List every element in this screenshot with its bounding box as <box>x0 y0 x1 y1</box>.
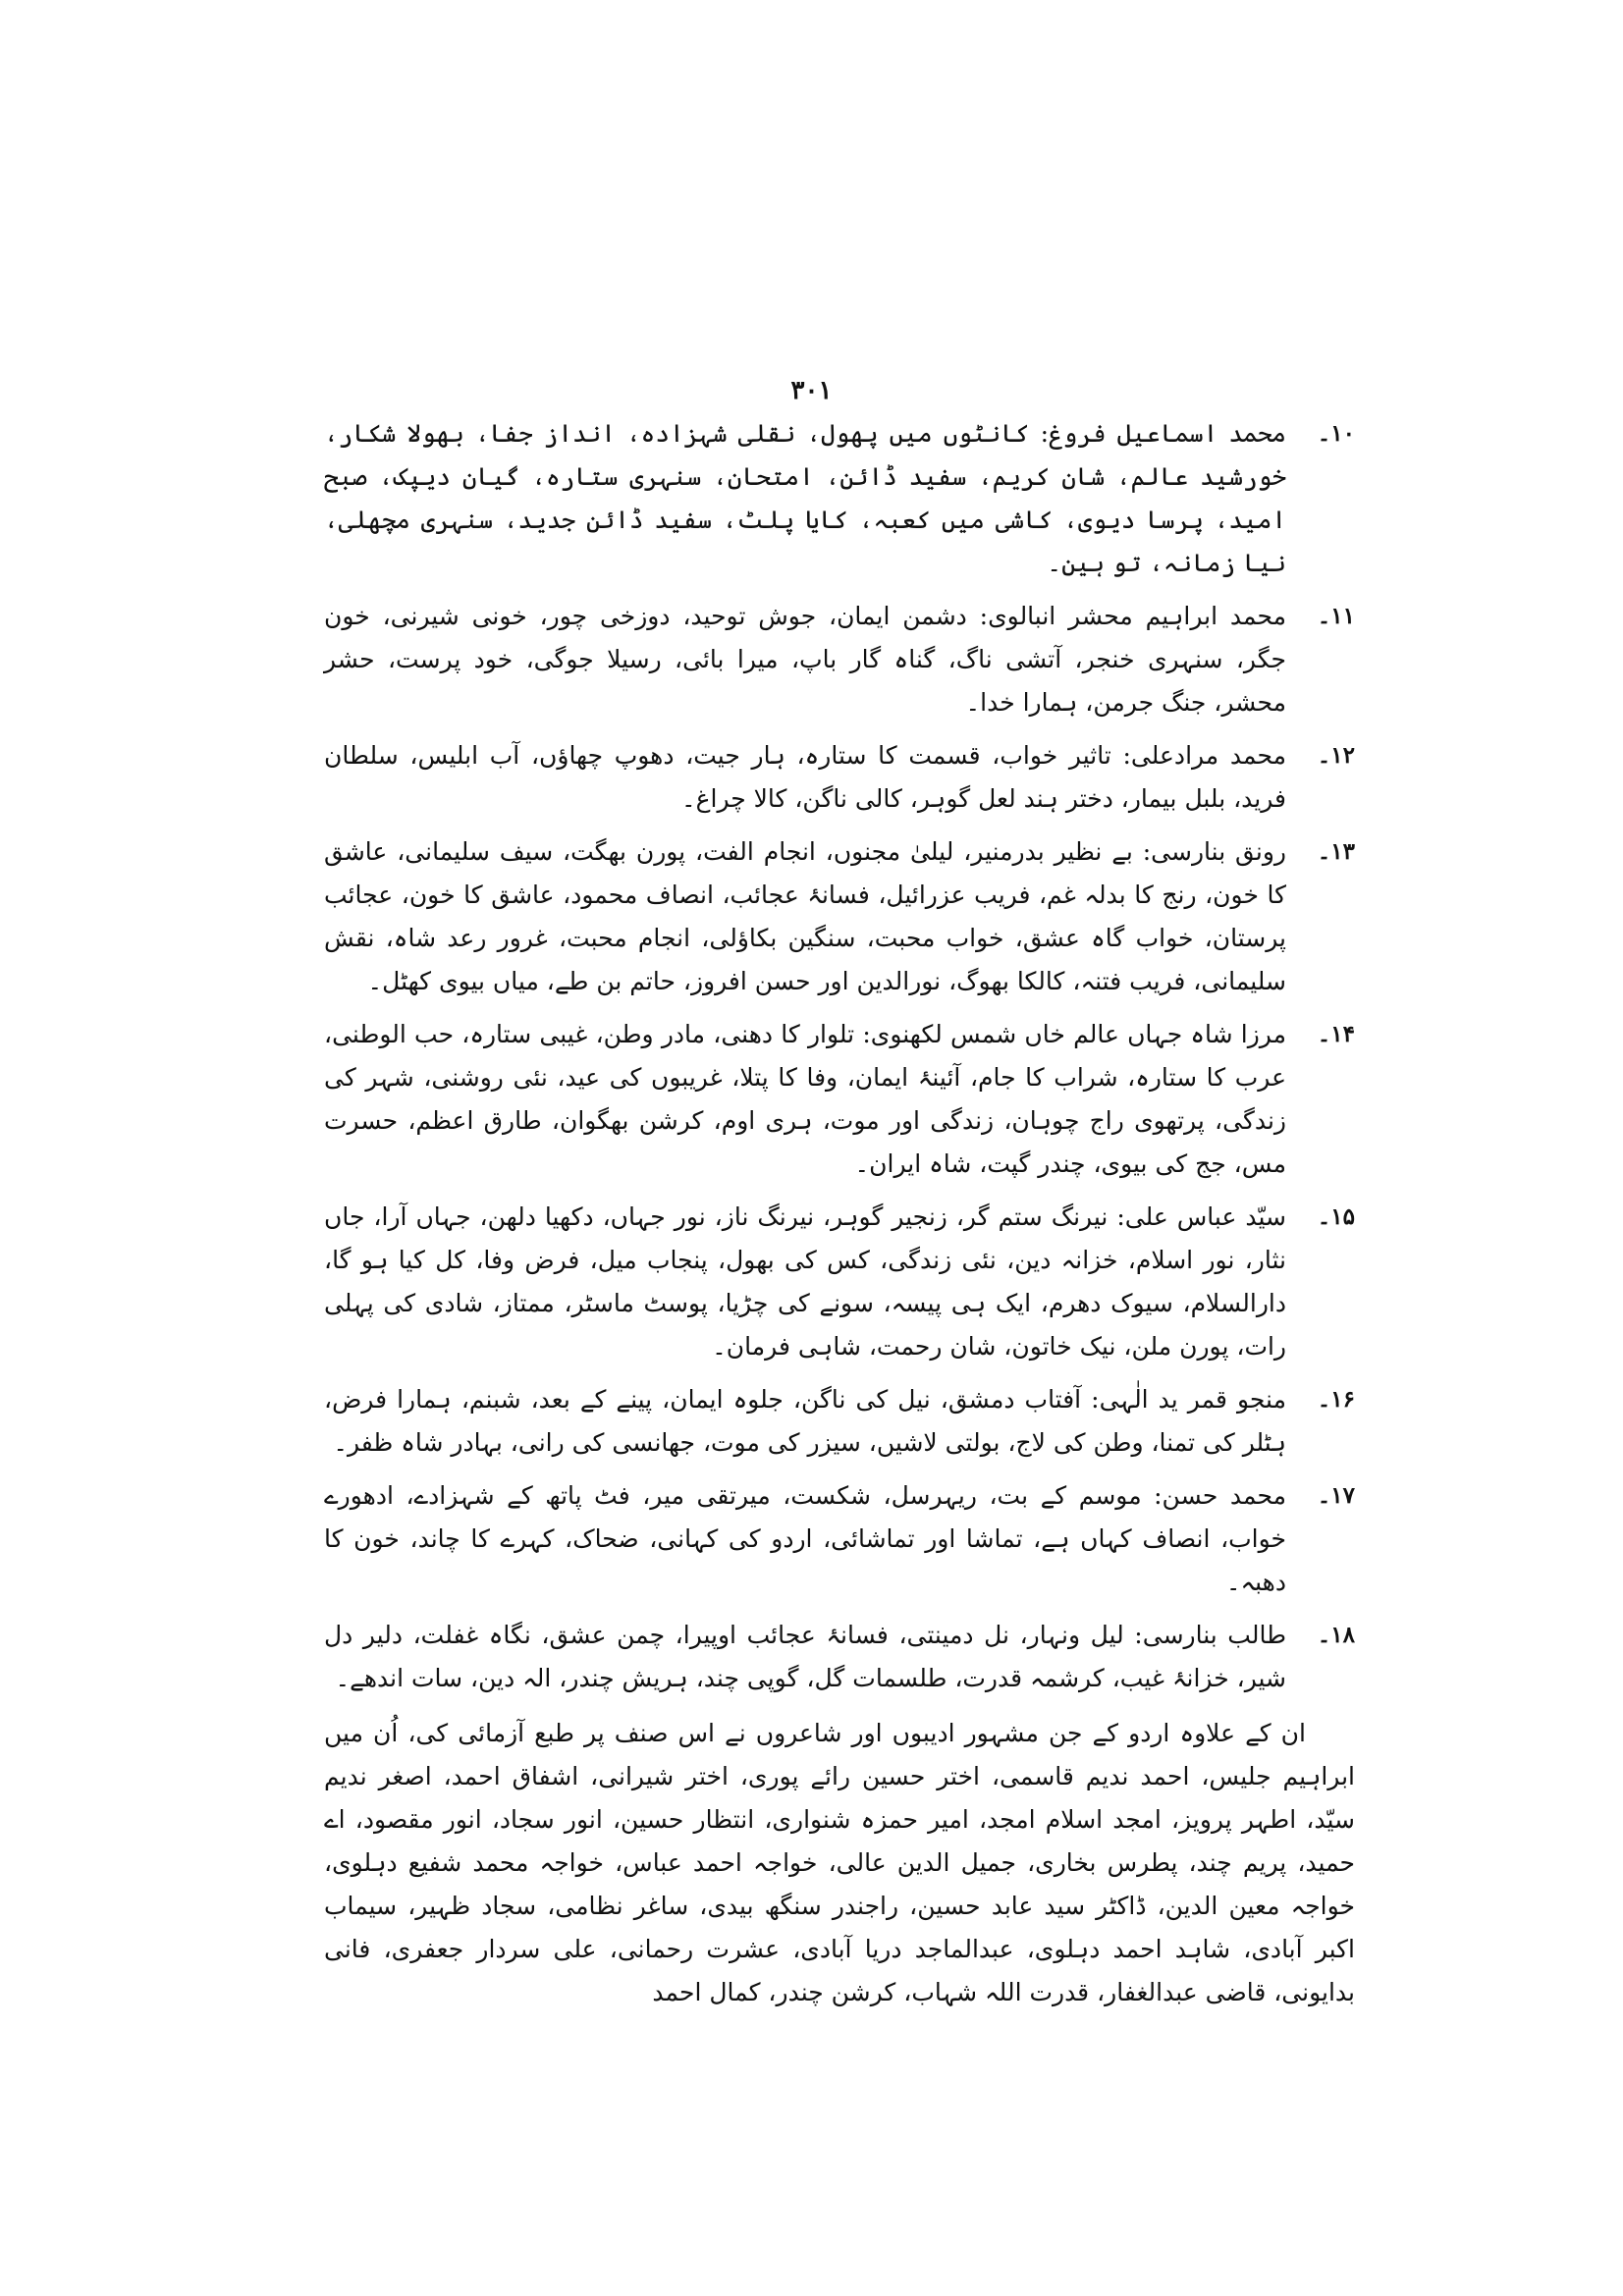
list-item <box>324 1614 1355 1700</box>
list-item-number: ۱۷۔ <box>1317 1482 1355 1509</box>
list-item-number: ۱۶۔ <box>1317 1386 1355 1413</box>
list-item <box>324 595 1355 724</box>
list-item <box>324 734 1355 821</box>
closing-paragraph: ان کے علاوہ اردو کے جن مشہور ادیبوں اور شاعروں نے اس صنف پر طبع آزمائی کی، اُن میں ابراہیم جلیس، احمد ندیم قاسمی، اختر حسین رائے پوری، اختر شیرانی، اشفاق احمد، اصغر ندیم سیّد، اطہر پرویز، امجد اسلام امجد، امیر حمزہ شنواری، انتظار حسین، انور سجاد، انور مقصود، اے حمید، پریم چند، پطرس بخاری، جمیل الدین عالی، خواجہ احمد عباس، خواجہ محمد شفیع دہلوی، خواجہ معین الدین، ڈاکٹر سید عابد حسین، راجندر سنگھ بیدی، ساغر نظامی، سجاد ظہیر، سیماب اکبر آبادی، شاہد احمد دہلوی، عبدالماجد دریا آبادی، عشرت رحمانی، علی سردار جعفری، فانی بدایونی، قاضی عبدالغفار، قدرت اللہ شہاب، کرشن چندر، کمال احمد <box>324 1719 1355 2006</box>
list-item-text: سیّد عباس علی: نیرنگ ستم گر، زنجیر گوہر، نیرنگ ناز، نور جہاں، دکھیا دلھن، جہاں آرا، جاں نثار، نور اسلام، خزانہ دین، نئی زندگی، کس کی بھول، پنجاب میل، فرض وفا، کل کیا ہو گا، دارالسلام، سیوک دھرم، ایک ہی پیسہ، سونے کی چڑیا، پوسٹ ماسٹر، ممتاز، شادی کی پہلی رات، پورن ملن، نیک خاتون، شان رحمت، شاہی فرمان۔ <box>324 1202 1286 1361</box>
list-item-text: محمد ابراہیم محشر انبالوی: دشمن ایمان، جوش توحید، دوزخی چور، خونی شیرنی، خون جگر، سنہری خنجر، آتشی ناگ، گناہ گار باپ، میرا بائی، رسیلا جوگی، خود پرست، حشر محشر، جنگ جرمن، ہمارا خدا۔ <box>324 602 1286 717</box>
list-item-number: ۱۳۔ <box>1317 838 1355 865</box>
list-item <box>324 1474 1355 1604</box>
list-item <box>324 1378 1355 1465</box>
list-item-number: ۱۸۔ <box>1317 1622 1355 1648</box>
page-body <box>324 412 1355 2039</box>
list-item-text: رونق بنارسی: بے نظیر بدرمنیر، لیلیٰ مجنوں، انجام الفت، پورن بھگت، سیف سلیمانی، عاشق کا خون، رنج کا بدلہ غم، فریب عزرائیل، فسانۂ عجائب، انصاف محمود، عاشق کا خون، عجائب پرستان، خواب گاہ عشق، خواب محبت، سنگین بکاؤلی، انجام محبت، غرور رعد شاہ، نقش سلیمانی، فریب فتنہ، کالکا بھوگ، نورالدین اور حسن افروز، حاتم بن طے، میاں بیوی کھٹل۔ <box>324 837 1286 995</box>
list-item-number: ۱۲۔ <box>1317 742 1355 769</box>
list-item-number: ۱۱۔ <box>1317 603 1355 629</box>
list-item-text: منجو قمر ید الٰہی: آفتاب دمشق، نیل کی ناگن، جلوہ ایمان، پینے کے بعد، شبنم، ہمارا فرض، ہٹلر کی تمنا، وطن کی لاج، بولتی لاشیں، سیزر کی موت، جھانسی کی رانی، بہادر شاہ ظفر۔ <box>324 1385 1286 1457</box>
list-item-text: محمد مرادعلی: تاثیر خواب، قسمت کا ستارہ، ہار جیت، دھوپ چھاؤں، آب ابلیس، سلطان فرید، بلبل بیمار، دختر ہند لعل گوہر، کالی ناگن، کالا چراغ۔ <box>324 741 1286 813</box>
list-item-text: طالب بنارسی: لیل ونہار، نل دمینتی، فسانۂ عجائب اوپیرا، چمن عشق، نگاہ غفلت، دلیر دل شیر، خزانۂ غیب، کرشمہ قدرت، طلسمات گل، گوپی چند، ہریش چندر، الہ دین، سات اندھے۔ <box>324 1621 1286 1692</box>
list-item-text: محمد اسماعیل فروغ: کانٹوں میں پھول، نقلی شہزادہ، انداز جفا، بھولا شکار، خورشید عالم، شان کریم، سفید ڈائن، امتحان، سنہری ستارہ، گیان دیپک، صبح امید، پرسا دیوی، کاشی میں کعبہ، کایا پلٹ، سفید ڈائن جدید، سنہری مچھلی، نیا زمانہ، تو ہین۔ <box>324 419 1286 577</box>
list-item <box>324 830 1355 1003</box>
list-item-number: ۱۵۔ <box>1317 1203 1355 1230</box>
list-item <box>324 1013 1355 1186</box>
list-item-text: محمد حسن: موسم کے بت، ریہرسل، شکست، میرتقی میر، فٹ پاتھ کے شہزادے، ادھورے خواب، انصاف کہاں ہے، تماشا اور تماشائی، اردو کی کہانی، ضحاک، کہرے کا چاند، خون کا دھبہ۔ <box>324 1481 1286 1596</box>
list-item-number: ۱۴۔ <box>1317 1021 1355 1047</box>
page-number: ۳۰۱ <box>790 376 833 405</box>
list-item-text: مرزا شاہ جہاں عالم خاں شمس لکھنوی: تلوار کا دھنی، مادر وطن، غیبی ستارہ، حب الوطنی، عرب کا ستارہ، شراب کا جام، آئینۂ ایمان، وفا کا پتلا، غریبوں کی عید، نئی روشنی، شہر کی زندگی، پرتھوی راج چوہان، زندگی اور موت، ہری اوم، کرشن بھگوان، طارق اعظم، حسرت مس، جج کی بیوی، چندر گپت، شاہ ایران۔ <box>324 1020 1286 1178</box>
list-item-number: ۱۰۔ <box>1317 420 1355 447</box>
list-item <box>324 1196 1355 1368</box>
list-item <box>324 412 1355 585</box>
